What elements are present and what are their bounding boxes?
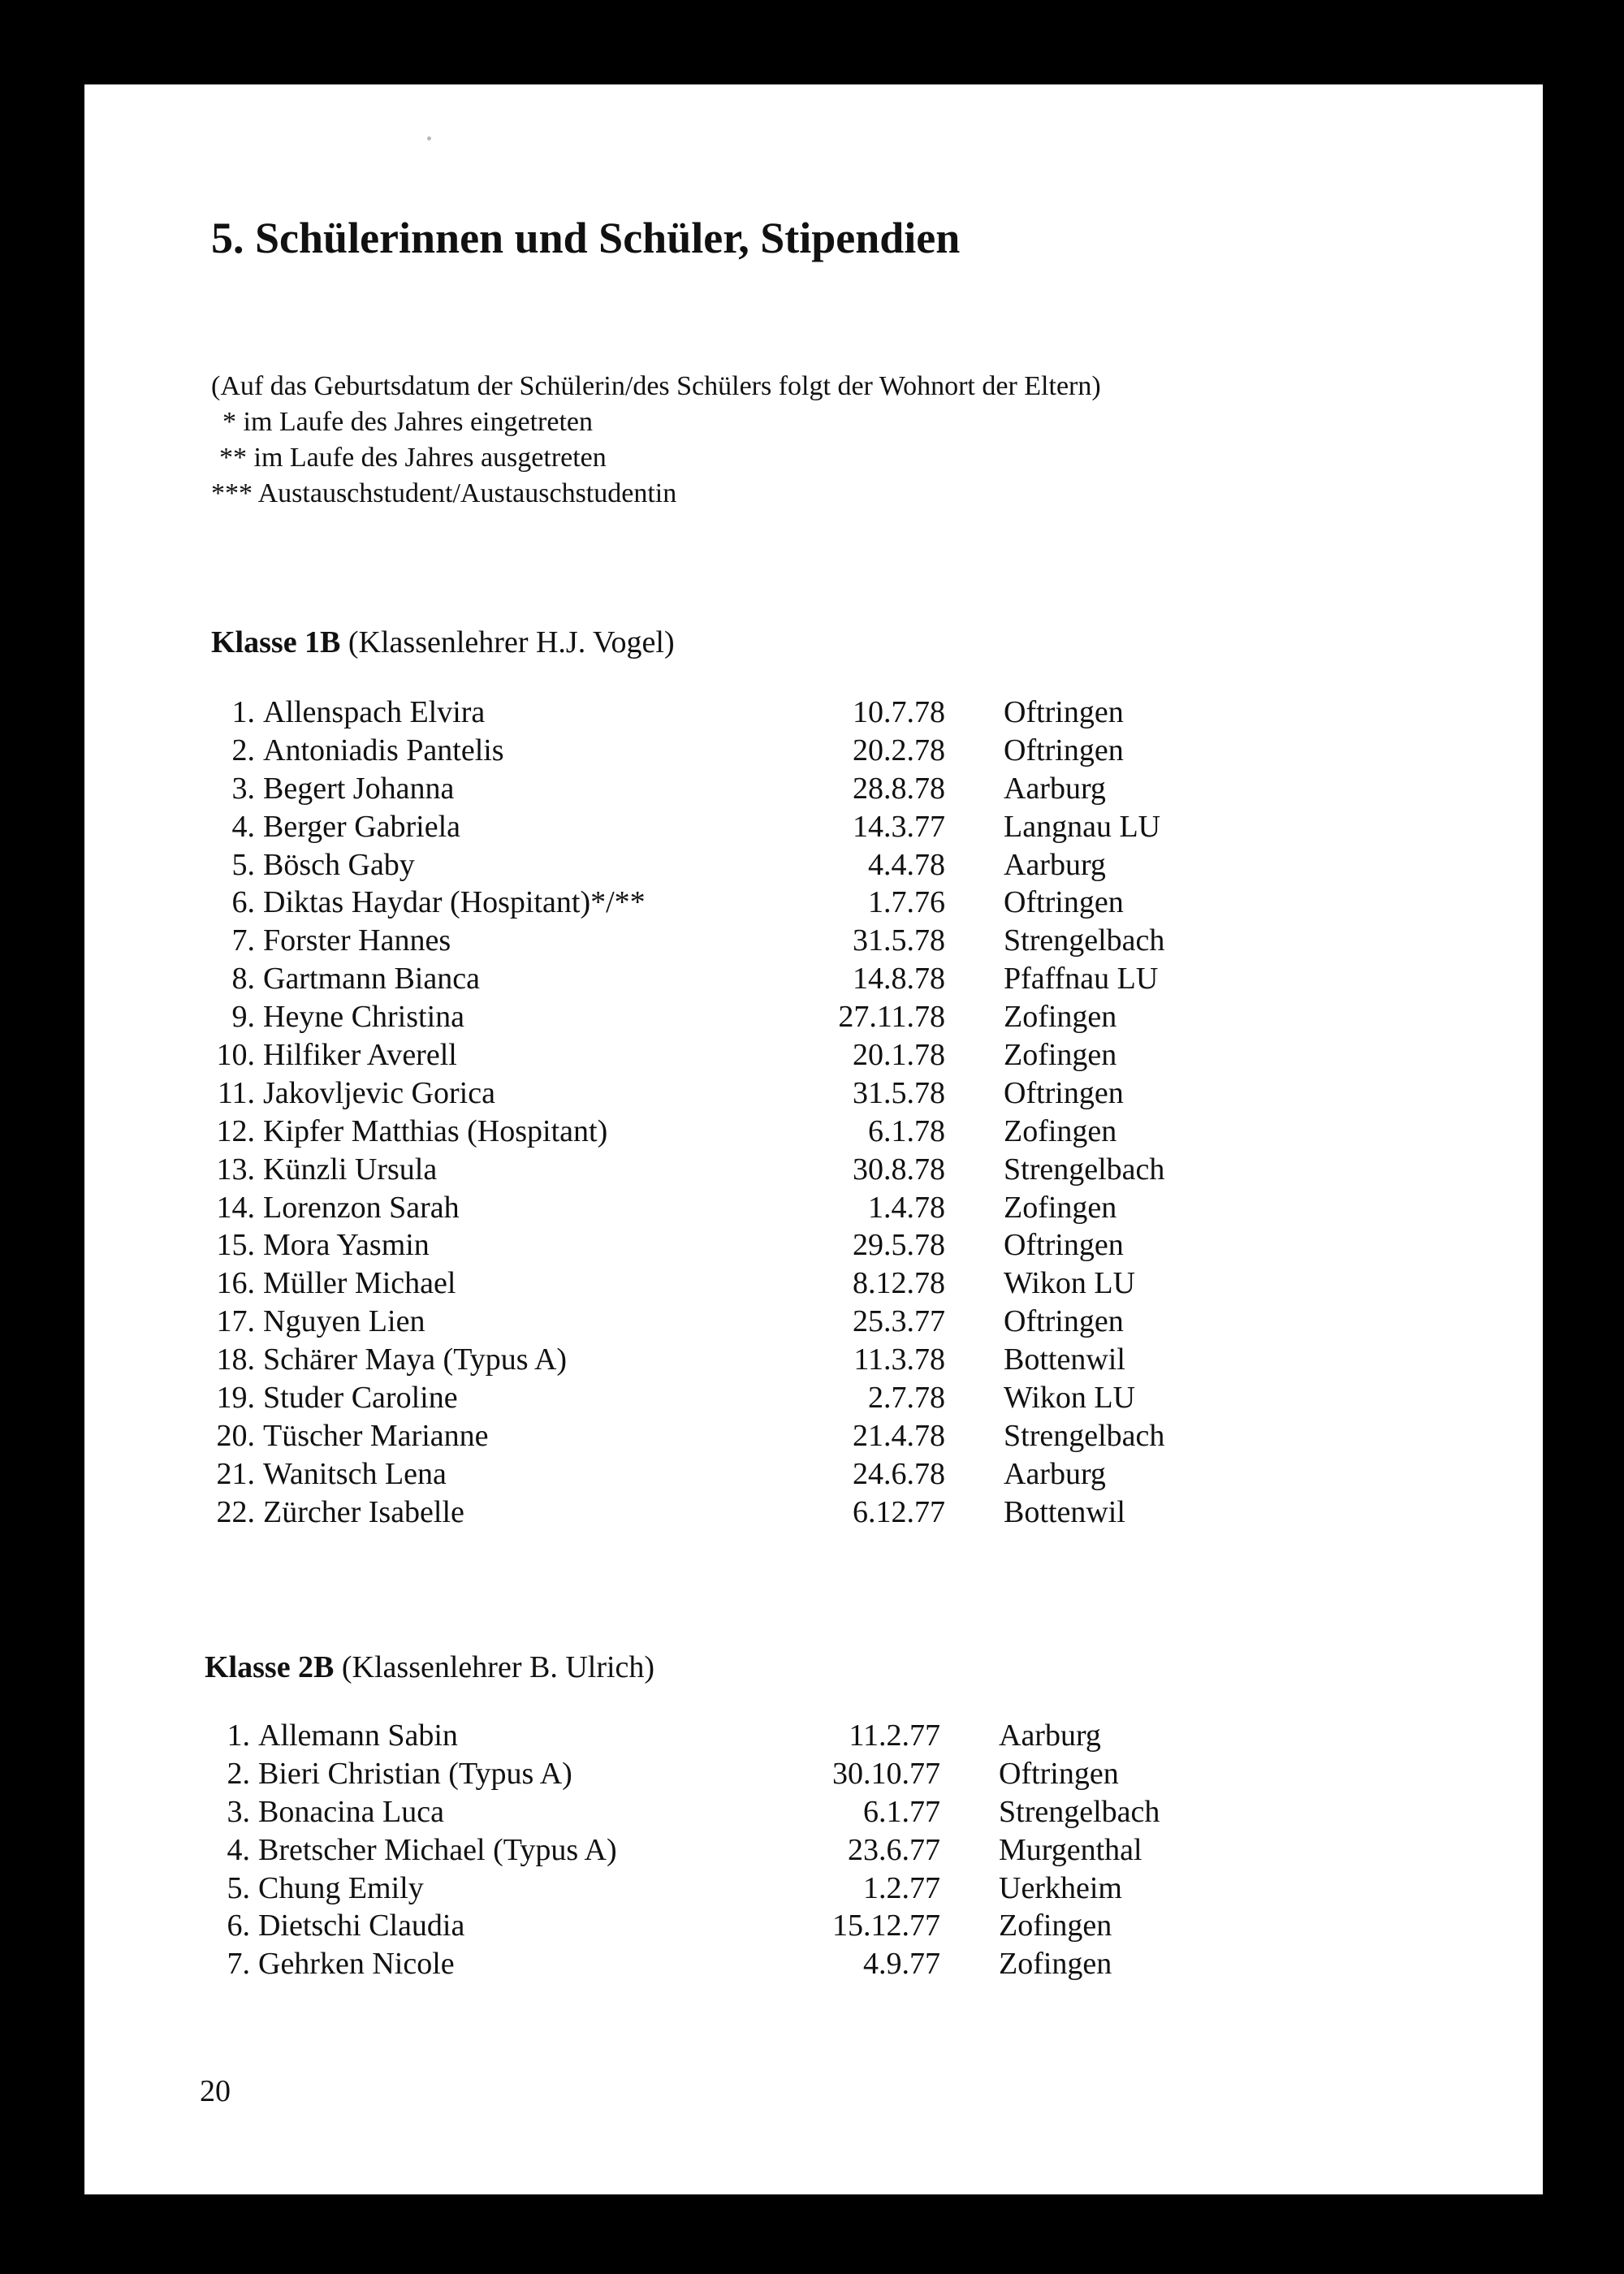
- student-row: [203, 1758, 1340, 1796]
- student-number: 17.: [216, 1304, 255, 1339]
- student-name: Wanitsch Lena: [263, 1456, 447, 1491]
- student-number: 3.: [231, 771, 255, 806]
- home-town: Strengelbach: [1004, 1152, 1165, 1187]
- student-row: [208, 735, 1345, 773]
- student-name: Hilfiker Averell: [263, 1038, 457, 1073]
- student-name: Tüscher Marianne: [263, 1418, 489, 1453]
- student-number: 4.: [227, 1832, 250, 1867]
- birth-date: 14.8.78: [853, 962, 945, 996]
- student-row: [208, 811, 1345, 850]
- birth-date: 2.7.78: [868, 1381, 945, 1416]
- class-2b-label: Klasse 2B: [205, 1650, 335, 1684]
- home-town: Zofingen: [1004, 1038, 1117, 1073]
- student-number: 18.: [216, 1342, 255, 1377]
- home-town: Oftringen: [1004, 695, 1124, 729]
- student-row: [208, 1268, 1345, 1306]
- home-town: Strengelbach: [1004, 923, 1165, 958]
- home-town: Bottenwil: [1004, 1342, 1125, 1377]
- home-town: Oftringen: [1004, 885, 1124, 920]
- home-town: Zofingen: [999, 1947, 1112, 1982]
- student-name: Jakovljevic Gorica: [263, 1075, 495, 1110]
- student-row: [203, 1796, 1340, 1835]
- student-number: 1.: [231, 695, 255, 729]
- student-number: 7.: [227, 1947, 250, 1982]
- student-number: 12.: [216, 1113, 255, 1148]
- student-row: [203, 1832, 1340, 1873]
- student-number: 20.: [216, 1418, 255, 1453]
- birth-date: 1.4.78: [868, 1190, 945, 1225]
- student-number: 6.: [227, 1909, 250, 1943]
- home-town: Zofingen: [999, 1909, 1112, 1943]
- birth-date: 1.7.76: [868, 885, 945, 920]
- birth-date: 24.6.78: [853, 1456, 945, 1491]
- student-name: Allemann Sabin: [258, 1718, 458, 1753]
- birth-date: 8.12.78: [853, 1266, 945, 1301]
- home-town: Oftringen: [1004, 1075, 1124, 1110]
- student-row: [208, 1344, 1345, 1382]
- legend-note-intro: (Auf das Geburtsdatum der Schülerin/des Schülers folgt der Wohnort der Eltern): [211, 371, 1101, 401]
- home-town: Zofingen: [1004, 1190, 1117, 1225]
- student-row: [203, 1720, 1340, 1758]
- home-town: Zofingen: [1004, 1113, 1117, 1148]
- student-name: Gartmann Bianca: [263, 962, 480, 996]
- birth-date: 10.7.78: [853, 695, 945, 729]
- page-number: 20: [200, 2074, 231, 2108]
- legend-note-left: ** im Laufe des Jahres ausgetreten: [219, 443, 607, 473]
- home-town: Oftringen: [1004, 733, 1124, 767]
- birth-date: 15.12.77: [832, 1909, 940, 1943]
- class-2b-teacher: (Klassenlehrer B. Ulrich): [334, 1650, 655, 1684]
- student-name: Bösch Gaby: [263, 847, 415, 882]
- class-1b-heading: [211, 627, 675, 658]
- student-row: [208, 1192, 1345, 1230]
- student-row: [208, 887, 1345, 925]
- student-number: 22.: [216, 1494, 255, 1529]
- student-name: Studer Caroline: [263, 1381, 458, 1416]
- student-row: [208, 1456, 1345, 1497]
- student-name: Antoniadis Pantelis: [263, 733, 504, 767]
- student-name: Heyne Christina: [263, 1000, 465, 1035]
- student-number: 8.: [231, 962, 255, 996]
- home-town: Strengelbach: [1004, 1418, 1165, 1453]
- birth-date: 25.3.77: [853, 1304, 945, 1339]
- student-number: 4.: [231, 809, 255, 844]
- birth-date: 29.5.78: [853, 1228, 945, 1263]
- student-row: [208, 1040, 1345, 1078]
- student-name: Künzli Ursula: [263, 1152, 438, 1187]
- student-name: Begert Johanna: [263, 771, 455, 806]
- student-name: Lorenzon Sarah: [263, 1190, 460, 1225]
- student-name: Nguyen Lien: [263, 1304, 425, 1339]
- student-row: [208, 963, 1345, 1001]
- student-row: [203, 1910, 1340, 1948]
- birth-date: 20.1.78: [853, 1038, 945, 1073]
- student-number: 3.: [227, 1794, 250, 1829]
- student-number: 19.: [216, 1381, 255, 1416]
- student-name: Berger Gabriela: [263, 809, 461, 844]
- home-town: Oftringen: [999, 1756, 1119, 1791]
- class-1b-label: Klasse 1B: [211, 625, 341, 659]
- student-row: [208, 925, 1345, 963]
- student-name: Kipfer Matthias (Hospitant): [263, 1113, 608, 1148]
- birth-date: 31.5.78: [853, 1075, 945, 1110]
- birth-date: 27.11.78: [838, 1000, 945, 1035]
- student-name: Zürcher Isabelle: [263, 1494, 464, 1529]
- student-row: [208, 1075, 1345, 1116]
- birth-date: 11.2.77: [849, 1718, 940, 1753]
- student-row: [208, 1306, 1345, 1344]
- student-number: 2.: [231, 733, 255, 767]
- student-row: [208, 1494, 1345, 1535]
- birth-date: 4.4.78: [868, 847, 945, 882]
- student-name: Bonacina Luca: [258, 1794, 444, 1829]
- class-2b-heading: [205, 1652, 654, 1683]
- student-number: 2.: [227, 1756, 250, 1791]
- home-town: Oftringen: [1004, 1304, 1124, 1339]
- legend-notes: [211, 369, 1101, 512]
- student-number: 13.: [216, 1152, 255, 1187]
- student-name: Allenspach Elvira: [263, 695, 486, 729]
- legend-note-entered: * im Laufe des Jahres eingetreten: [222, 407, 593, 437]
- birth-date: 4.9.77: [863, 1947, 940, 1982]
- student-name: Forster Hannes: [263, 923, 451, 958]
- home-town: Wikon LU: [1004, 1266, 1136, 1301]
- home-town: Aarburg: [999, 1718, 1101, 1753]
- student-number: 16.: [216, 1266, 255, 1301]
- student-name: Chung Emily: [258, 1870, 424, 1905]
- student-number: 11.: [217, 1075, 255, 1110]
- student-row: [208, 1230, 1345, 1268]
- class-1b-teacher: (Klassenlehrer H.J. Vogel): [340, 625, 675, 659]
- birth-date: 6.1.78: [868, 1113, 945, 1148]
- home-town: Bottenwil: [1004, 1494, 1125, 1529]
- birth-date: 31.5.78: [853, 923, 945, 958]
- student-number: 21.: [216, 1456, 255, 1491]
- student-name: Gehrken Nicole: [258, 1947, 455, 1982]
- student-row: [208, 773, 1345, 811]
- student-row: [203, 1948, 1340, 1987]
- document-page: [84, 84, 1543, 2194]
- home-town: Strengelbach: [999, 1794, 1160, 1829]
- home-town: Murgenthal: [999, 1832, 1142, 1867]
- birth-date: 14.3.77: [853, 809, 945, 844]
- legend-note-exchange: *** Austauschstudent/Austauschstudentin: [211, 478, 677, 508]
- class-2b-roster: [203, 1720, 1340, 1987]
- student-row: [208, 1154, 1345, 1192]
- student-name: Bieri Christian (Typus A): [258, 1756, 572, 1791]
- birth-date: 1.2.77: [863, 1870, 940, 1905]
- scan-speck: [427, 136, 431, 141]
- student-name: Mora Yasmin: [263, 1228, 430, 1263]
- birth-date: 11.3.78: [853, 1342, 945, 1377]
- home-town: Wikon LU: [1004, 1381, 1136, 1416]
- student-row: [208, 697, 1345, 735]
- student-number: 14.: [216, 1190, 255, 1225]
- student-number: 1.: [227, 1718, 250, 1753]
- home-town: Zofingen: [1004, 1000, 1117, 1035]
- student-row: [208, 847, 1345, 888]
- student-name: Dietschi Claudia: [258, 1909, 465, 1943]
- section-heading: 5. Schülerinnen und Schüler, Stipendien: [211, 214, 961, 262]
- student-name: Diktas Haydar (Hospitant)*/**: [263, 885, 646, 920]
- birth-date: 6.12.77: [853, 1494, 945, 1529]
- home-town: Langnau LU: [1004, 809, 1161, 844]
- student-number: 6.: [231, 885, 255, 920]
- home-town: Aarburg: [1004, 847, 1106, 882]
- home-town: Aarburg: [1004, 1456, 1106, 1491]
- home-town: Pfaffnau LU: [1004, 962, 1159, 996]
- student-row: [208, 1382, 1345, 1420]
- home-town: Uerkheim: [999, 1870, 1122, 1905]
- student-name: Müller Michael: [263, 1266, 456, 1301]
- student-number: 15.: [216, 1228, 255, 1263]
- student-row: [208, 1113, 1345, 1154]
- birth-date: 21.4.78: [853, 1418, 945, 1453]
- birth-date: 30.8.78: [853, 1152, 945, 1187]
- birth-date: 20.2.78: [853, 733, 945, 767]
- student-row: [208, 1001, 1345, 1040]
- birth-date: 23.6.77: [848, 1832, 940, 1867]
- home-town: Oftringen: [1004, 1228, 1124, 1263]
- student-number: 5.: [231, 847, 255, 882]
- birth-date: 6.1.77: [863, 1794, 940, 1829]
- student-name: Schärer Maya (Typus A): [263, 1342, 568, 1377]
- student-number: 5.: [227, 1870, 250, 1905]
- birth-date: 30.10.77: [832, 1756, 940, 1791]
- student-name: Bretscher Michael (Typus A): [258, 1832, 617, 1867]
- student-row: [203, 1870, 1340, 1911]
- student-number: 10.: [216, 1038, 255, 1073]
- student-number: 9.: [231, 1000, 255, 1035]
- class-1b-roster: [208, 697, 1345, 1535]
- student-number: 7.: [231, 923, 255, 958]
- birth-date: 28.8.78: [853, 771, 945, 806]
- home-town: Aarburg: [1004, 771, 1106, 806]
- student-row: [208, 1420, 1345, 1459]
